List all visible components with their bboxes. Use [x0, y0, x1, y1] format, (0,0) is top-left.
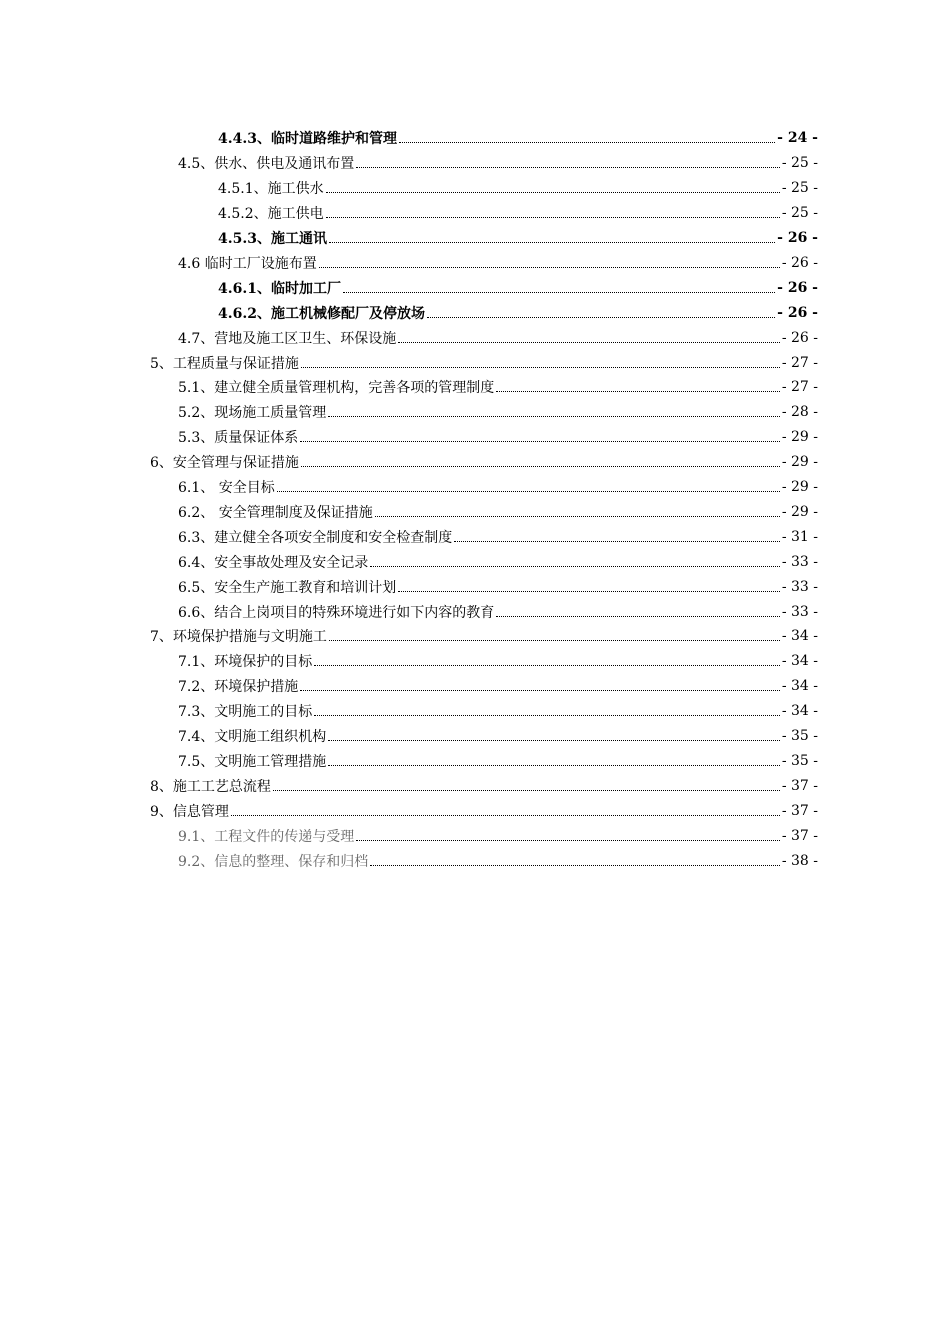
toc-entry-title: 5.2、现场施工质量管理: [178, 405, 327, 422]
toc-entry-page-number: - 25 -: [781, 180, 818, 197]
toc-entry-title: 4.5、供水、供电及通讯布置: [178, 156, 355, 173]
toc-entry-title: 9.1、工程文件的传递与受理: [178, 828, 355, 845]
toc-entry-page-number: - 29 -: [781, 429, 818, 446]
toc-entry[interactable]: [0, 848, 818, 873]
toc-dot-leader: [328, 764, 780, 766]
toc-dot-leader: [496, 615, 780, 617]
toc-entry-page-number: - 25 -: [781, 205, 818, 222]
toc-entry-page-number: - 33 -: [781, 553, 818, 570]
toc-dot-leader: [398, 341, 780, 343]
toc-dot-leader: [356, 839, 780, 841]
toc-entry[interactable]: [0, 574, 818, 599]
toc-entry-title: 4.5.1、施工供水: [218, 181, 324, 198]
toc-dot-leader: [326, 216, 780, 218]
toc-entry-title: 6.6、结合上岗项目的特殊环境进行如下内容的教育: [178, 604, 495, 621]
toc-entry[interactable]: [0, 226, 818, 251]
toc-entry-page-number: - 26 -: [781, 254, 818, 271]
toc-entry[interactable]: [0, 599, 818, 624]
toc-entry-title: 7.2、环境保护措施: [178, 679, 299, 696]
toc-entry-page-number: - 37 -: [781, 777, 818, 794]
toc-entry[interactable]: [0, 773, 818, 798]
toc-dot-leader: [427, 316, 775, 318]
toc-entry-title: 7.3、文明施工的目标: [178, 704, 313, 721]
toc-entry[interactable]: [0, 450, 818, 475]
toc-entry[interactable]: [0, 674, 818, 699]
toc-entry-title: 4.5.3、施工通讯: [218, 231, 327, 248]
toc-entry-page-number: - 29 -: [781, 454, 818, 471]
toc-entry[interactable]: [0, 325, 818, 350]
toc-entry-title: 4.7、营地及施工区卫生、环保设施: [178, 330, 397, 347]
toc-dot-leader: [328, 739, 780, 741]
toc-entry-page-number: - 26 -: [781, 329, 818, 346]
toc-entry-page-number: - 29 -: [781, 479, 818, 496]
toc-entry-page-number: - 34 -: [781, 628, 818, 645]
toc-entry-page-number: - 33 -: [781, 578, 818, 595]
toc-entry[interactable]: [0, 176, 818, 201]
toc-entry[interactable]: [0, 126, 818, 151]
toc-entry-page-number: - 26 -: [777, 304, 818, 321]
toc-entry-title: 4.4.3、临时道路维护和管理: [218, 131, 397, 148]
toc-entry-title: 6.2、 安全管理制度及保证措施: [178, 504, 373, 521]
toc-entry-title: 4.6.1、临时加工厂: [218, 280, 341, 297]
toc-entry-page-number: - 24 -: [777, 130, 818, 147]
toc-entry[interactable]: [0, 500, 818, 525]
toc-dot-leader: [326, 191, 780, 193]
toc-entry-page-number: - 33 -: [781, 603, 818, 620]
toc-entry[interactable]: [0, 201, 818, 226]
toc-dot-leader: [398, 590, 780, 592]
toc-dot-leader: [301, 366, 780, 368]
toc-dot-leader: [300, 689, 780, 691]
toc-entry-title: 7.4、文明施工组织机构: [178, 729, 327, 746]
toc-entry-title: 7、环境保护措施与文明施工: [150, 629, 327, 646]
toc-dot-leader: [399, 141, 775, 143]
toc-dot-leader: [329, 241, 775, 243]
toc-entry-title: 6.4、安全事故处理及安全记录: [178, 554, 369, 571]
toc-dot-leader: [370, 864, 780, 866]
toc-entry[interactable]: [0, 151, 818, 176]
toc-dot-leader: [314, 664, 780, 666]
toc-entry[interactable]: [0, 699, 818, 724]
toc-dot-leader: [300, 440, 780, 442]
toc-entry-page-number: - 37 -: [781, 802, 818, 819]
toc-entry[interactable]: [0, 300, 818, 325]
toc-entry-page-number: - 31 -: [781, 528, 818, 545]
toc-entry[interactable]: [0, 425, 818, 450]
toc-dot-leader: [273, 789, 780, 791]
toc-dot-leader: [301, 465, 780, 467]
toc-entry[interactable]: [0, 375, 818, 400]
toc-dot-leader: [375, 515, 780, 517]
toc-dot-leader: [356, 166, 780, 168]
toc-entry-page-number: - 27 -: [781, 379, 818, 396]
toc-entry-title: 5.1、建立健全质量管理机构，完善各项的管理制度: [178, 380, 495, 397]
toc-entry-title: 5.3、质量保证体系: [178, 430, 299, 447]
toc-entry-page-number: - 25 -: [781, 155, 818, 172]
toc-entry[interactable]: [0, 251, 818, 276]
toc-entry-title: 6.1、 安全目标: [178, 480, 275, 497]
toc-entry-page-number: - 26 -: [777, 279, 818, 296]
toc-entry[interactable]: [0, 350, 818, 375]
toc-entry[interactable]: [0, 475, 818, 500]
toc-entry[interactable]: [0, 549, 818, 574]
toc-entry[interactable]: [0, 624, 818, 649]
toc-entry-title: 9、信息管理: [150, 803, 229, 820]
toc-entry-title: 4.5.2、施工供电: [218, 206, 324, 223]
toc-entry-title: 7.1、环境保护的目标: [178, 654, 313, 671]
toc-entry-page-number: - 37 -: [781, 827, 818, 844]
toc-entry-page-number: - 35 -: [781, 752, 818, 769]
toc-entry-page-number: - 27 -: [781, 354, 818, 371]
toc-entry[interactable]: [0, 275, 818, 300]
toc-entry-page-number: - 34 -: [781, 678, 818, 695]
toc-entry[interactable]: [0, 524, 818, 549]
toc-dot-leader: [329, 639, 780, 641]
toc-entry-title: 4.6.2、施工机械修配厂及停放场: [218, 305, 425, 322]
toc-entry[interactable]: [0, 400, 818, 425]
toc-entry[interactable]: [0, 798, 818, 823]
toc-entry-page-number: - 29 -: [781, 503, 818, 520]
toc-entry-page-number: - 34 -: [781, 653, 818, 670]
toc-entry[interactable]: [0, 749, 818, 774]
toc-dot-leader: [328, 415, 780, 417]
toc-entry[interactable]: [0, 823, 818, 848]
toc-dot-leader: [231, 814, 780, 816]
toc-entry-title: 6.3、建立健全各项安全制度和安全检查制度: [178, 529, 453, 546]
toc-entry-title: 4.6 临时工厂设施布置: [178, 255, 317, 272]
toc-entry-title: 9.2、信息的整理、保存和归档: [178, 853, 369, 870]
toc-entry-page-number: - 26 -: [777, 230, 818, 247]
toc-entry[interactable]: [0, 649, 818, 674]
toc-entry-title: 7.5、文明施工管理措施: [178, 753, 327, 770]
toc-entry-title: 5、工程质量与保证措施: [150, 355, 299, 372]
toc-dot-leader: [314, 714, 780, 716]
toc-entry-page-number: - 28 -: [781, 404, 818, 421]
toc-entry-title: 6、安全管理与保证措施: [150, 455, 299, 472]
toc-entry-page-number: - 34 -: [781, 703, 818, 720]
toc-dot-leader: [319, 266, 780, 268]
toc-dot-leader: [496, 390, 780, 392]
toc-dot-leader: [370, 565, 780, 567]
toc-entry-page-number: - 38 -: [781, 852, 818, 869]
toc-entry[interactable]: [0, 724, 818, 749]
toc-dot-leader: [343, 291, 775, 293]
toc-dot-leader: [454, 540, 780, 542]
toc-entry-title: 6.5、安全生产施工教育和培训计划: [178, 579, 397, 596]
toc-entry-page-number: - 35 -: [781, 728, 818, 745]
toc-entry-title: 8、施工工艺总流程: [150, 778, 271, 795]
toc-dot-leader: [277, 490, 780, 492]
